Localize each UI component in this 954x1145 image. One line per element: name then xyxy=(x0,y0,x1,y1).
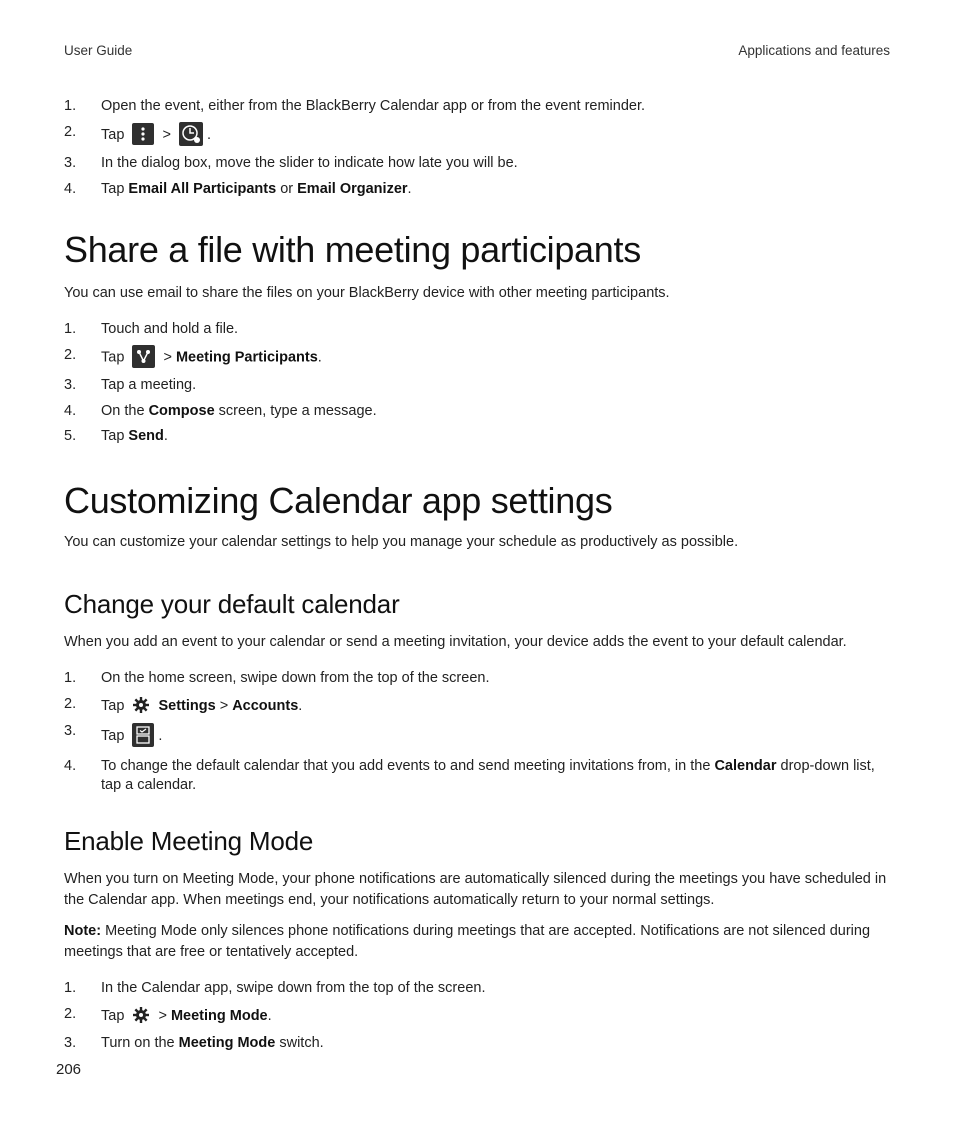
list-item xyxy=(64,401,890,421)
step-text: Tap xyxy=(101,428,125,444)
step-number: 1. xyxy=(64,980,77,996)
step-number: 1. xyxy=(64,321,77,337)
step-text: In the dialog box, move the slider to indicate how late you will be. xyxy=(101,155,518,171)
step-text: Tap xyxy=(101,698,125,714)
step-text-end: . xyxy=(317,349,322,366)
step-text-end: . xyxy=(158,728,163,744)
list-item xyxy=(64,179,890,199)
step-text: To change the default calendar that you add events to and send meeting invitations from, in the xyxy=(101,758,711,774)
step-text-end: . xyxy=(206,126,211,143)
settings-gear-icon xyxy=(132,1006,150,1024)
step-number: 4. xyxy=(64,758,77,774)
step-text: Tap xyxy=(101,1008,125,1024)
step-text: Tap xyxy=(101,181,125,197)
step-number: 1. xyxy=(64,98,77,114)
step-text-end: . xyxy=(267,1008,272,1024)
step-text: screen, type a message. xyxy=(218,403,377,419)
note-label: Note: xyxy=(64,923,102,939)
step-text: On the xyxy=(101,403,145,419)
subsection-intro: When you add an event to your calendar or send a meeting invitation, your device adds the event to your default calendar. xyxy=(64,634,847,650)
list-item xyxy=(64,319,890,339)
step-number: 3. xyxy=(64,377,77,393)
section-title: Share a file with meeting participants xyxy=(64,229,641,270)
separator: > xyxy=(162,126,171,143)
step-number: 2. xyxy=(64,1006,77,1022)
step-number: 3. xyxy=(64,723,77,739)
list-item xyxy=(64,1033,890,1053)
ui-label: Meeting Mode xyxy=(170,1008,268,1024)
step-text: Touch and hold a file. xyxy=(101,321,239,337)
step-number: 1. xyxy=(64,670,77,686)
step-text: Turn on the xyxy=(101,1035,175,1051)
ui-label: Settings xyxy=(158,698,216,714)
running-header-right: Applications and features xyxy=(738,43,890,58)
step-number: 2. xyxy=(64,124,77,140)
step-number: 2. xyxy=(64,696,77,712)
list-item xyxy=(64,123,890,147)
running-late-steps xyxy=(64,96,890,199)
share-file-steps xyxy=(64,319,890,446)
ui-label: Email Organizer xyxy=(297,181,408,197)
list-item xyxy=(64,1005,890,1027)
step-number: 4. xyxy=(64,181,77,197)
step-text-end: . xyxy=(407,181,412,197)
ui-label: Accounts xyxy=(232,698,299,714)
section-intro: You can customize your calendar settings to help you manage your schedule as productively as possible. xyxy=(64,534,739,550)
step-number: 3. xyxy=(64,155,77,171)
step-text: Tap xyxy=(101,349,125,366)
section-intro: You can use email to share the files on your BlackBerry device with other meeting participants. xyxy=(64,285,670,301)
step-text: Tap xyxy=(101,126,125,143)
list-item xyxy=(64,668,890,688)
ui-label: Email All Participants xyxy=(128,181,277,197)
list-item xyxy=(64,153,890,173)
step-text: Open the event, either from the BlackBerry Calendar app or from the event reminder. xyxy=(101,98,646,114)
page-number: 206 xyxy=(56,1061,82,1078)
step-number: 2. xyxy=(64,347,77,363)
subsection-title: Change your default calendar xyxy=(64,589,400,619)
list-item xyxy=(64,757,890,795)
share-icon xyxy=(132,345,155,368)
list-item xyxy=(64,375,890,395)
separator: > xyxy=(219,698,229,714)
list-item xyxy=(64,96,890,116)
separator: > xyxy=(158,1008,167,1024)
ui-label: Compose xyxy=(148,403,215,419)
list-item xyxy=(64,426,890,446)
list-item xyxy=(64,695,890,717)
subsection-title: Enable Meeting Mode xyxy=(64,826,314,856)
note-text: Meeting Mode only silences phone notifications during meetings that are accepted. Notifications are not silenced during meetings that are free or tentatively accepted. xyxy=(64,923,871,960)
ui-label: Send xyxy=(128,428,164,444)
step-text-end: . xyxy=(163,428,168,444)
more-actions-icon xyxy=(132,123,154,145)
step-text: or xyxy=(280,181,294,197)
running-late-icon xyxy=(179,122,203,146)
step-text: switch. xyxy=(279,1035,324,1051)
step-text: Tap a meeting. xyxy=(101,377,197,393)
list-item xyxy=(64,346,890,369)
meeting-mode-steps xyxy=(64,978,890,1053)
ui-label: Meeting Mode xyxy=(178,1035,276,1051)
step-text: drop-down list, tap a calendar. xyxy=(101,758,875,793)
list-item xyxy=(64,978,890,998)
list-item xyxy=(64,723,890,749)
subsection-intro: When you turn on Meeting Mode, your phone notifications are automatically silenced during the meetings you have scheduled in the Calendar app. When meetings end, your notifications automatically return to your normal settings. xyxy=(64,871,887,908)
ui-label: Meeting Participants xyxy=(175,349,318,366)
note-paragraph xyxy=(64,921,890,963)
ui-label: Calendar xyxy=(714,758,777,774)
step-text: Tap xyxy=(101,728,125,744)
step-text: In the Calendar app, swipe down from the top of the screen. xyxy=(101,980,486,996)
separator: > xyxy=(163,349,172,366)
step-number: 5. xyxy=(64,428,77,444)
step-text: On the home screen, swipe down from the top of the screen. xyxy=(101,670,490,686)
page-content xyxy=(64,96,890,1053)
running-header-left: User Guide xyxy=(64,43,133,58)
step-number: 4. xyxy=(64,403,77,419)
step-number: 3. xyxy=(64,1035,77,1051)
default-calendar-steps xyxy=(64,668,890,795)
calendar-accounts-icon xyxy=(132,723,154,747)
section-title: Customizing Calendar app settings xyxy=(64,480,613,521)
step-text-end: . xyxy=(298,698,303,714)
settings-gear-icon xyxy=(132,696,150,714)
